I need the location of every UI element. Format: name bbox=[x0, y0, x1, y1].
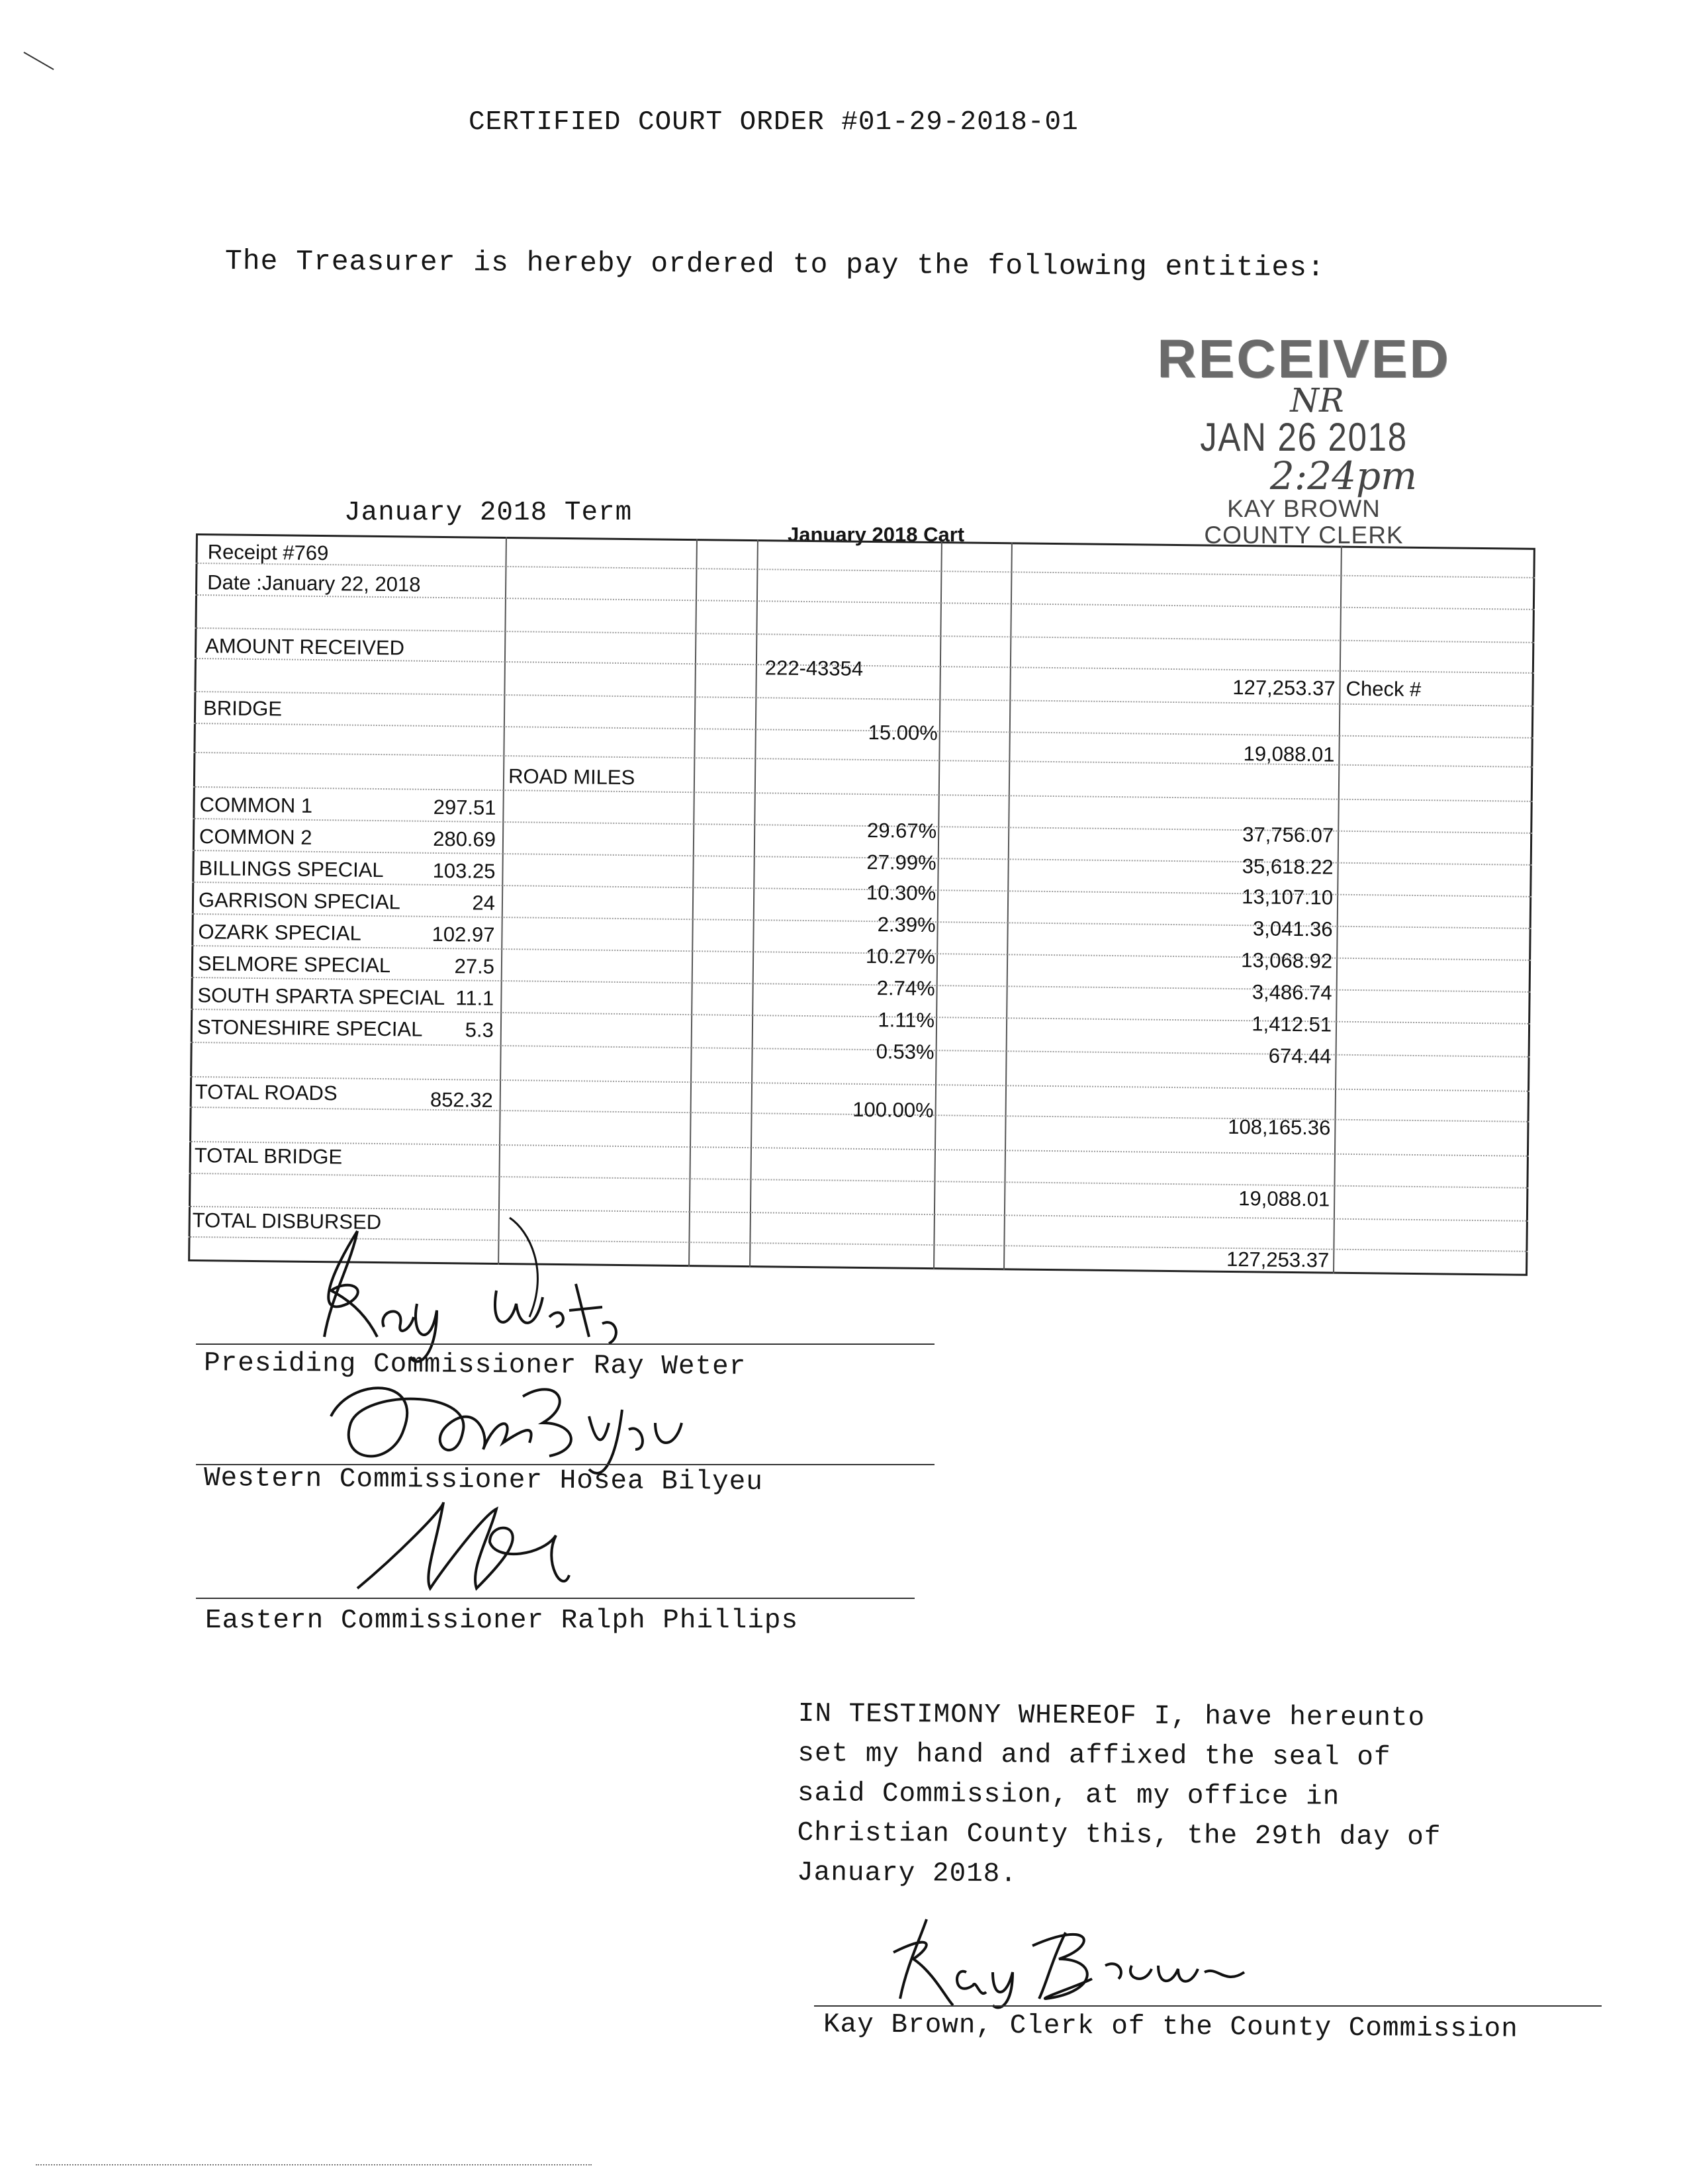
road-amount: 37,756.07 bbox=[1242, 823, 1334, 847]
road-name: SOUTH SPARTA SPECIAL bbox=[197, 983, 445, 1010]
road-amount: 1,412.51 bbox=[1252, 1012, 1332, 1036]
road-name: SELMORE SPECIAL bbox=[197, 952, 391, 978]
corner-scan-mark bbox=[24, 52, 54, 70]
road-amount: 674.44 bbox=[1268, 1044, 1332, 1068]
testimony-paragraph: IN TESTIMONY WHEREOF I, have hereunto set my hand and affixed the seal of said Commission, at my office in Christian County this, the 29th day of January 2018. bbox=[796, 1698, 1441, 1890]
stamp-date: JAN 26 2018 bbox=[1200, 415, 1408, 459]
road-amount: 3,486.74 bbox=[1252, 980, 1332, 1005]
road-percent: 1.11% bbox=[878, 1008, 935, 1032]
road-miles: 102.97 bbox=[432, 922, 495, 946]
amount-received-ref: 222-43354 bbox=[764, 656, 864, 680]
total-roads-miles: 852.32 bbox=[430, 1087, 493, 1112]
amount-received-label: AMOUNT RECEIVED bbox=[205, 634, 405, 660]
road-amount: 35,618.22 bbox=[1242, 854, 1334, 879]
receipt-number: Receipt #769 bbox=[207, 540, 329, 565]
road-percent: 2.74% bbox=[876, 976, 935, 1001]
road-percent: 2.39% bbox=[877, 913, 936, 937]
clerk-label: Kay Brown, Clerk of the County Commission bbox=[823, 2009, 1518, 2045]
footer-rule bbox=[36, 2164, 592, 2165]
road-name: STONESHIRE SPECIAL bbox=[197, 1015, 423, 1041]
road-percent: 0.53% bbox=[876, 1040, 935, 1064]
road-name: BILLINGS SPECIAL bbox=[199, 856, 384, 882]
total-disbursed-value: 127,253.37 bbox=[1226, 1247, 1330, 1272]
eastern-signature bbox=[344, 1489, 622, 1602]
bridge-percent: 15.00% bbox=[868, 721, 938, 745]
ledger-table bbox=[188, 533, 1535, 1276]
total-roads-value: 108,165.36 bbox=[1228, 1115, 1331, 1140]
road-miles: 24 bbox=[472, 891, 496, 915]
bridge-label: BRIDGE bbox=[203, 696, 283, 721]
road-percent: 10.30% bbox=[866, 880, 936, 905]
road-miles: 103.25 bbox=[432, 858, 496, 883]
stamp-title: COUNTY CLERK bbox=[1204, 522, 1404, 549]
term-label: January 2018 Term bbox=[344, 498, 633, 528]
total-disbursed-label: TOTAL DISBURSED bbox=[192, 1208, 382, 1234]
road-percent: 10.27% bbox=[865, 944, 936, 969]
presiding-commissioner-label: Presiding Commissioner Ray Weter bbox=[203, 1348, 747, 1383]
road-miles: 297.51 bbox=[433, 795, 496, 819]
eastern-commissioner-label: Eastern Commissioner Ralph Phillips bbox=[205, 1606, 799, 1636]
road-amount: 13,068.92 bbox=[1241, 948, 1333, 973]
total-bridge-label: TOTAL BRIDGE bbox=[194, 1144, 343, 1169]
stamp-name: KAY BROWN bbox=[1227, 495, 1381, 522]
document-title: CERTIFIED COURT ORDER #01-29-2018-01 bbox=[469, 107, 1079, 138]
clerk-signature bbox=[880, 1906, 1251, 2012]
eastern-signature-line bbox=[196, 1598, 915, 1599]
stamp-time: 2:24pm bbox=[1269, 453, 1418, 498]
road-name: COMMON 2 bbox=[199, 825, 312, 849]
stamp-received-text: RECEIVED bbox=[1157, 329, 1451, 389]
western-commissioner-label: Western Commissioner Hosea Bilyeu bbox=[203, 1463, 764, 1498]
amount-received-value: 127,253.37 bbox=[1232, 675, 1336, 700]
road-name: OZARK SPECIAL bbox=[198, 920, 362, 945]
road-name: GARRISON SPECIAL bbox=[198, 888, 401, 914]
presiding-signature-line bbox=[196, 1343, 935, 1345]
total-roads-label: TOTAL ROADS bbox=[195, 1080, 338, 1105]
stamp-initials: NR bbox=[1290, 381, 1344, 420]
total-bridge-value: 19,088.01 bbox=[1238, 1187, 1330, 1211]
road-amount: 13,107.10 bbox=[1242, 885, 1334, 909]
road-amount: 3,041.36 bbox=[1252, 917, 1333, 941]
road-percent: 29.67% bbox=[866, 819, 937, 843]
total-roads-percent: 100.00% bbox=[852, 1097, 934, 1122]
received-stamp bbox=[1152, 328, 1456, 549]
road-miles: 5.3 bbox=[465, 1018, 494, 1042]
cart-label: January 2018 Cart bbox=[788, 523, 965, 546]
order-instruction: The Treasurer is hereby ordered to pay the following entities: bbox=[224, 245, 1325, 285]
road-miles: 27.5 bbox=[454, 954, 495, 978]
bridge-value: 19,088.01 bbox=[1243, 742, 1335, 766]
check-label: Check # bbox=[1346, 676, 1422, 702]
road-miles-header: ROAD MILES bbox=[508, 764, 635, 790]
road-percent: 27.99% bbox=[866, 850, 936, 875]
road-name: COMMON 1 bbox=[199, 793, 313, 817]
clerk-signature-line bbox=[814, 2005, 1602, 2007]
receipt-date: Date :January 22, 2018 bbox=[207, 570, 421, 596]
road-miles: 11.1 bbox=[455, 986, 494, 1010]
presiding-signature bbox=[278, 1205, 622, 1363]
road-miles: 280.69 bbox=[433, 827, 496, 851]
